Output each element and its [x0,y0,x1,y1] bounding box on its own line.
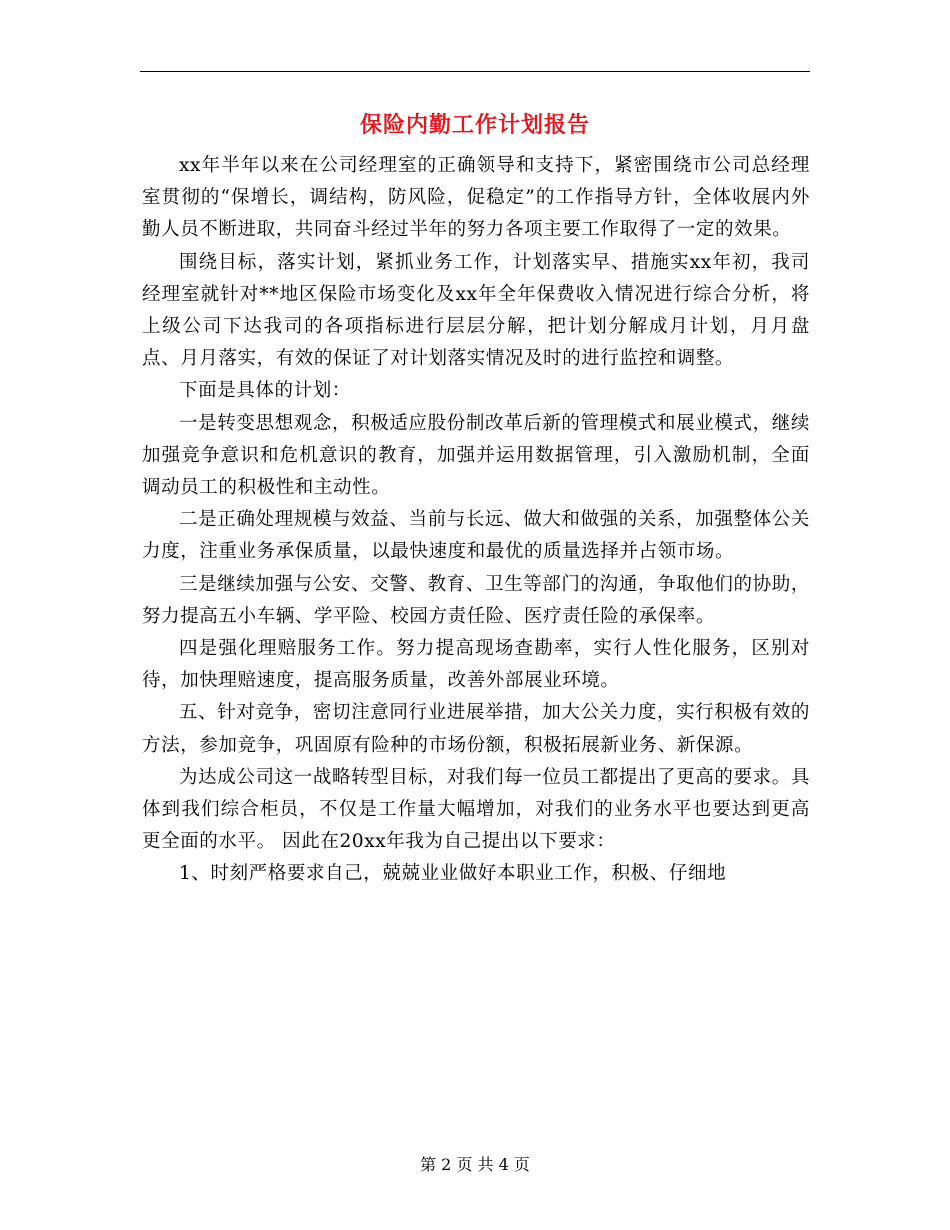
paragraph-7: 四是强化理赔服务工作。努力提高现场查勘率，实行人性化服务，区别对待，加快理赔速度，提高服务质量，改善外部展业环境。 [142,638,810,692]
document-title: 保险内勤工作计划报告 [359,112,590,138]
paragraph-2: 围绕目标，落实计划，紧抓业务工作，计划落实早、措施实xx年初，我司经理室就针对**地区保险市场变化及xx年全年保费收入情况进行综合分析，将上级公司下达我司的各项指标进行层层分解，把计划分解成月计划，月月盘点、月月落实，有效的保证了对计划落实情况及时的进行监控和调整。 [142,251,810,370]
paragraph-6: 三是继续加强与公安、交警、教育、卫生等部门的沟通，争取他们的协助，努力提高五小车辆、学平险、校园方责任险、医疗责任险的承保率。 [142,573,810,627]
header-rule [140,71,810,72]
page-footer: 第 2 页 共 4 页 [420,1155,530,1174]
paragraph-4: 一是转变思想观念，积极适应股份制改革后新的管理模式和展业模式，继续加强竞争意识和危机意识的教育，加强并运用数据管理，引入激励机制，全面调动员工的积极性和主动性。 [142,412,810,499]
paragraph-8: 五、针对竞争，密切注意同行业进展举措，加大公关力度，实行积极有效的方法，参加竞争，巩固原有险种的市场份额，积极拓展新业务、新保源。 [142,702,810,756]
paragraph-5: 二是正确处理规模与效益、当前与长远、做大和做强的关系，加强整体公关力度，注重业务承保质量，以最快速度和最优的质量选择并占领市场。 [142,509,810,563]
paragraph-1: xx年半年以来在公司经理室的正确领导和支持下，紧密围绕市公司总经理室贯彻的“保增长，调结构，防风险，促稳定”的工作指导方针，全体收展内外勤人员不断进取，共同奋斗经过半年的努力各项主要工作取得了一定的效果。 [142,155,810,241]
document-body [142,150,810,891]
paragraph-3: 下面是具体的计划： [179,380,351,402]
paragraph-10: 1、时刻严格要求自己，兢兢业业做好本职业工作，积极、仔细地 [179,863,727,885]
paragraph-9: 为达成公司这一战略转型目标，对我们每一位员工都提出了更高的要求。具体到我们综合柜员，不仅是工作量大幅增加，对我们的业务水平也要达到更高更全面的水平。 因此在20xx年我为自己提出以下要求： [142,766,810,853]
